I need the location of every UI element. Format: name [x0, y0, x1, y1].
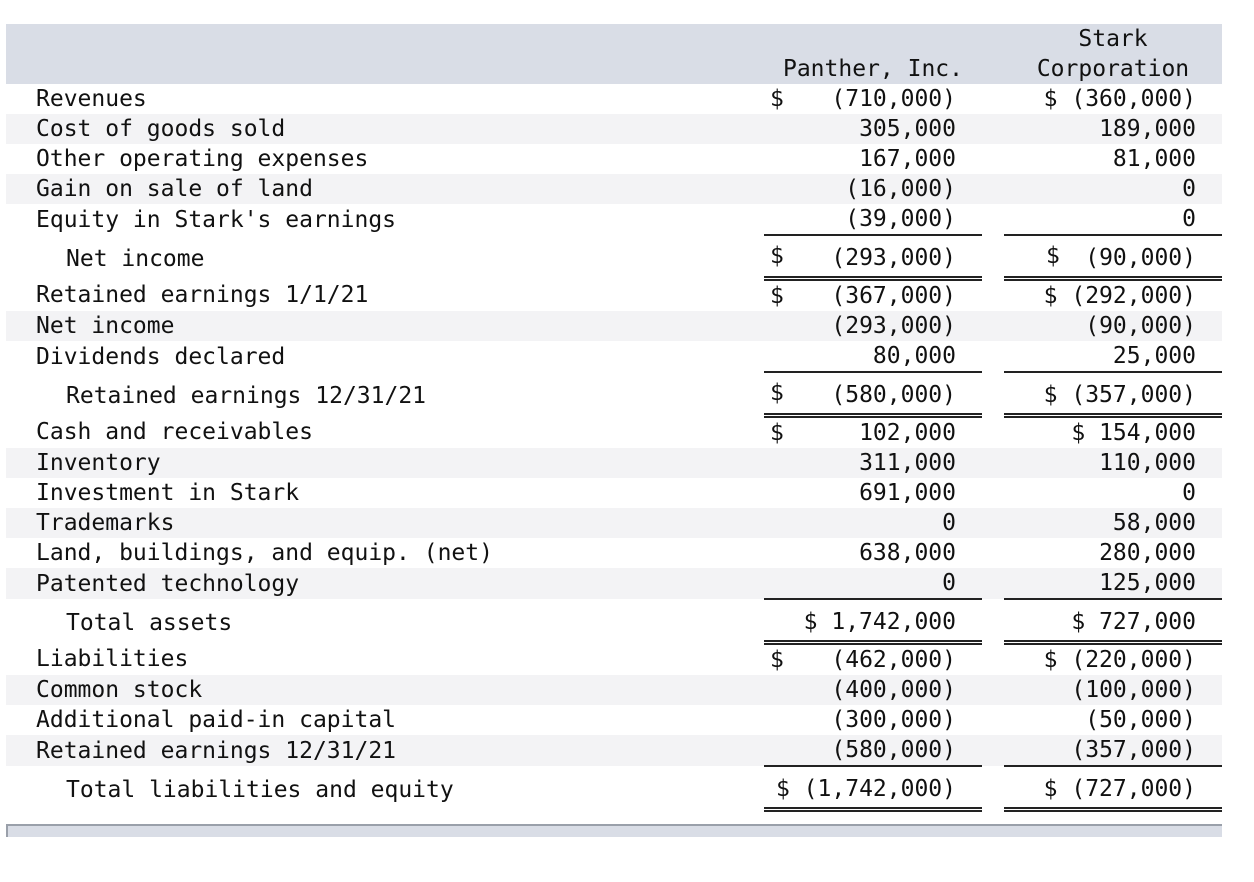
panther-header-text: Panther, Inc. — [782, 56, 963, 82]
amount: $ (360,000) — [1043, 86, 1196, 112]
currency-symbol: $ — [770, 283, 784, 309]
currency-symbol: $ — [770, 243, 784, 269]
panther-value — [764, 84, 982, 114]
panther-value — [764, 568, 982, 599]
amount: (90,000) — [1085, 245, 1196, 271]
stark-value — [1004, 174, 1222, 204]
panther-value — [764, 416, 982, 449]
panther-value — [764, 235, 982, 279]
panther-value — [764, 599, 982, 643]
row-label: Total assets — [66, 609, 233, 636]
amount: $ 727,000 — [1071, 609, 1196, 635]
stark-value — [1004, 341, 1222, 372]
amount: (293,000) — [831, 245, 956, 271]
amount: (580,000) — [831, 382, 956, 408]
panther-value — [764, 448, 982, 478]
label-column-header — [6, 24, 764, 84]
amount: 691,000 — [859, 480, 956, 506]
amount: 280,000 — [1099, 540, 1196, 566]
panther-value — [764, 735, 982, 766]
header-row — [6, 24, 1222, 84]
panther-value — [764, 675, 982, 705]
stark-value — [1004, 766, 1222, 810]
panther-value — [764, 478, 982, 508]
stark-value — [1004, 643, 1222, 676]
currency-symbol: $ — [1046, 243, 1060, 269]
amount: 0 — [1182, 176, 1196, 202]
panther-value — [764, 341, 982, 372]
amount: 0 — [942, 570, 956, 596]
amount: 80,000 — [872, 343, 956, 369]
stark-column-header — [1004, 24, 1222, 84]
stark-value — [1004, 568, 1222, 599]
amount: $ (292,000) — [1043, 283, 1196, 309]
statement-row — [6, 448, 1222, 478]
amount: (462,000) — [831, 647, 956, 673]
amount: 58,000 — [1112, 510, 1196, 536]
amount: (293,000) — [831, 313, 956, 339]
panther-value — [764, 114, 982, 144]
statement-row — [6, 643, 1222, 676]
amount: (357,000) — [1071, 737, 1196, 763]
amount: 25,000 — [1112, 343, 1196, 369]
currency-symbol: $ — [770, 380, 784, 406]
stark-value — [1004, 538, 1222, 568]
amount: 189,000 — [1099, 116, 1196, 142]
stark-header-line2: Corporation — [1036, 56, 1190, 82]
currency-symbol: $ — [770, 86, 784, 112]
amount: (400,000) — [831, 677, 956, 703]
stark-value — [1004, 235, 1222, 279]
amount: (580,000) — [831, 737, 956, 763]
statement-row — [6, 144, 1222, 174]
row-label: Retained earnings 1/1/21 — [36, 281, 369, 308]
statement-row — [6, 675, 1222, 705]
statement-row — [6, 478, 1222, 508]
row-label: Liabilities — [36, 645, 189, 672]
amount: (710,000) — [831, 86, 956, 112]
panther-value — [764, 643, 982, 676]
amount: (367,000) — [831, 283, 956, 309]
amount: 0 — [1182, 206, 1196, 232]
stark-value — [1004, 84, 1222, 114]
amount: 125,000 — [1099, 570, 1196, 596]
panther-value — [764, 372, 982, 416]
statement-row — [6, 372, 1222, 416]
amount: 102,000 — [859, 420, 956, 446]
statement-row — [6, 279, 1222, 312]
stark-value — [1004, 478, 1222, 508]
row-label: Retained earnings 12/31/21 — [6, 735, 764, 766]
amount: $ 1,742,000 — [803, 609, 956, 635]
statement-row — [6, 766, 1222, 810]
panther-value — [764, 538, 982, 568]
bottom-scrollbar — [6, 824, 1222, 837]
row-label: Common stock — [6, 675, 764, 705]
statement-row — [6, 114, 1222, 144]
statement-row — [6, 311, 1222, 341]
currency-symbol: $ — [770, 420, 784, 446]
amount: (100,000) — [1071, 677, 1196, 703]
statement-row — [6, 204, 1222, 235]
row-label: Net income — [66, 245, 205, 272]
stark-value — [1004, 144, 1222, 174]
amount: 305,000 — [859, 116, 956, 142]
row-label: Cash and receivables — [36, 418, 313, 445]
stark-value — [1004, 114, 1222, 144]
stark-header-line1: Stark — [1078, 26, 1148, 52]
row-label: Inventory — [6, 448, 764, 478]
panther-value — [764, 144, 982, 174]
statement-row — [6, 235, 1222, 279]
statement-row — [6, 735, 1222, 766]
stark-value — [1004, 448, 1222, 478]
row-label: Dividends declared — [36, 343, 286, 370]
amount: $ (727,000) — [1043, 776, 1196, 802]
statement-row — [6, 508, 1222, 538]
stark-value — [1004, 508, 1222, 538]
statement-row — [6, 341, 1222, 372]
amount: 81,000 — [1112, 146, 1196, 172]
panther-column-header — [764, 24, 982, 84]
row-label: Land, buildings, and equip. (net) — [36, 540, 493, 566]
panther-value — [764, 508, 982, 538]
amount: 638,000 — [859, 540, 956, 566]
amount: $ (357,000) — [1043, 382, 1196, 408]
stark-value — [1004, 705, 1222, 735]
statement-row — [6, 705, 1222, 735]
row-label: Equity in Stark's earnings — [36, 206, 397, 233]
amount: 311,000 — [859, 450, 956, 476]
panther-value — [764, 279, 982, 312]
amount: $ 154,000 — [1071, 420, 1196, 446]
amount: 110,000 — [1099, 450, 1196, 476]
panther-value — [764, 174, 982, 204]
stark-value — [1004, 311, 1222, 341]
statement-row — [6, 538, 1222, 568]
amount: (300,000) — [831, 707, 956, 733]
row-label: Total liabilities and equity — [66, 776, 454, 803]
panther-value — [764, 705, 982, 735]
amount: (50,000) — [1085, 707, 1196, 733]
statement-row — [6, 174, 1222, 204]
row-label: Trademarks — [6, 508, 764, 538]
amount: 167,000 — [859, 146, 956, 172]
statement-row — [6, 599, 1222, 643]
statement-row — [6, 84, 1222, 114]
panther-value — [764, 766, 982, 810]
stark-value — [1004, 279, 1222, 312]
financial-statement-table — [6, 24, 1222, 812]
stark-value — [1004, 599, 1222, 643]
stark-value — [1004, 675, 1222, 705]
statement-row — [6, 568, 1222, 599]
panther-value — [764, 204, 982, 235]
panther-value — [764, 311, 982, 341]
statement-row — [6, 416, 1222, 449]
currency-symbol: $ — [770, 647, 784, 673]
row-label: Patented technology — [6, 568, 764, 599]
row-label: Retained earnings 12/31/21 — [66, 382, 427, 409]
amount: (39,000) — [845, 206, 956, 232]
amount: (90,000) — [1085, 313, 1196, 339]
stark-value — [1004, 735, 1222, 766]
row-label: Other operating expenses — [36, 146, 369, 172]
row-label: Revenues — [36, 86, 147, 112]
amount: $ (220,000) — [1043, 647, 1196, 673]
row-label: Cost of goods sold — [6, 114, 764, 144]
row-label: Gain on sale of land — [6, 174, 764, 204]
amount: 0 — [1182, 480, 1196, 506]
row-label: Additional paid-in capital — [36, 707, 397, 733]
stark-value — [1004, 372, 1222, 416]
amount: (16,000) — [845, 176, 956, 202]
row-label: Investment in Stark — [36, 480, 300, 506]
stark-value — [1004, 204, 1222, 235]
amount: $ (1,742,000) — [775, 776, 956, 802]
stark-value — [1004, 416, 1222, 449]
row-label: Net income — [6, 311, 764, 341]
amount: 0 — [942, 510, 956, 536]
